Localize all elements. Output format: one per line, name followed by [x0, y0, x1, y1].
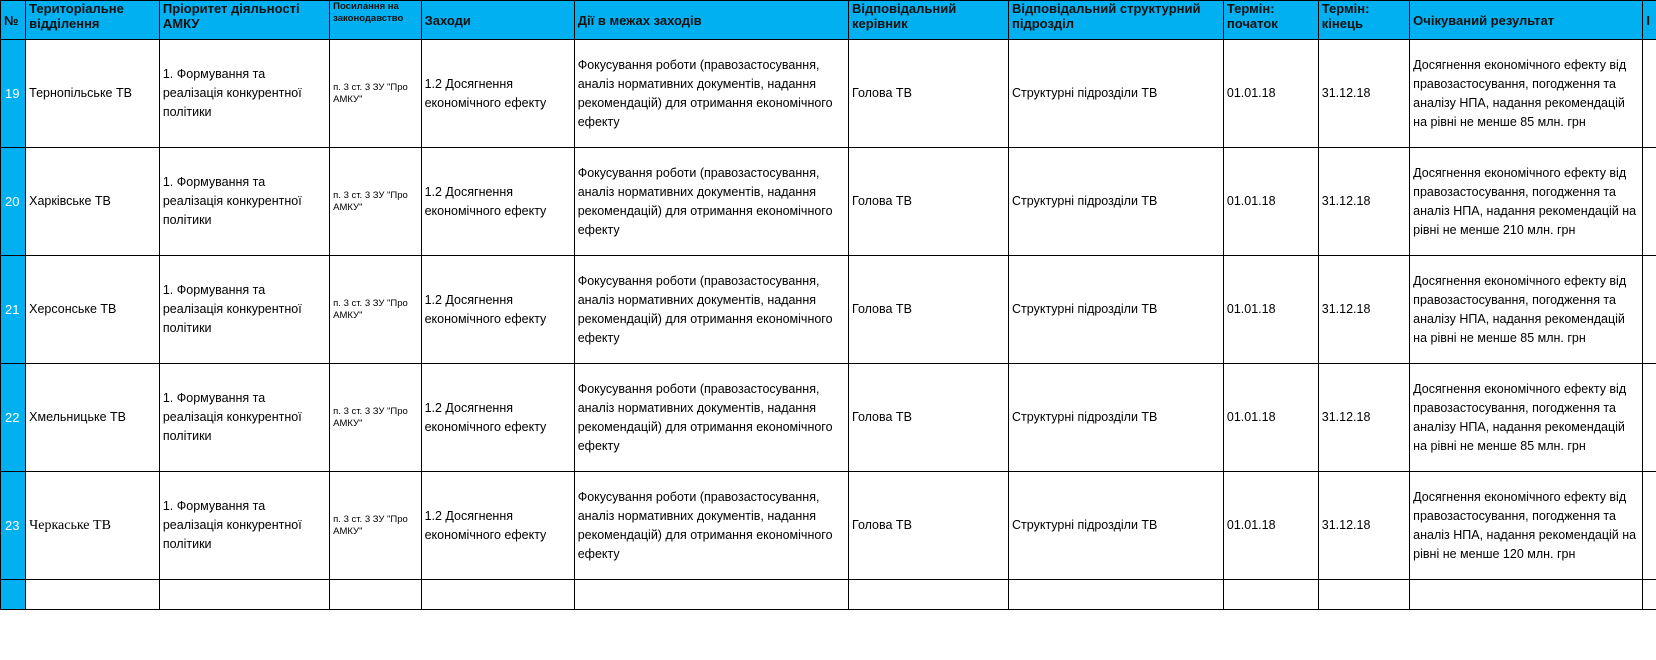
header-cut[interactable]: І: [1643, 1, 1656, 40]
cell-num[interactable]: 22: [1, 364, 26, 472]
cell-measures[interactable]: 1.2 Досягнення економічного ефекту: [421, 256, 574, 364]
cell-reference[interactable]: п. 3 ст. 3 ЗУ "Про АМКУ": [330, 148, 421, 256]
cell-measures[interactable]: 1.2 Досягнення економічного ефекту: [421, 148, 574, 256]
cell-num[interactable]: 23: [1, 472, 26, 580]
cell-actions[interactable]: Фокусування роботи (правозастосування, аналіз нормативних документів, надання рекомендацій) для отримання економічного ефекту: [574, 40, 848, 148]
cell-unit[interactable]: [1009, 580, 1224, 610]
cell-measures[interactable]: [421, 580, 574, 610]
header-end[interactable]: Термін: кінець: [1318, 1, 1409, 40]
table-row: [1, 364, 1656, 472]
cell-priority[interactable]: 1. Формування та реалізація конкурентної політики: [159, 40, 329, 148]
cell-actions[interactable]: Фокусування роботи (правозастосування, аналіз нормативних документів, надання рекомендацій) для отримання економічного ефекту: [574, 472, 848, 580]
cell-end[interactable]: [1318, 580, 1409, 610]
cell-territorial[interactable]: Тернопільське ТВ: [26, 40, 160, 148]
cell-start[interactable]: 01.01.18: [1223, 148, 1318, 256]
header-num[interactable]: №: [1, 1, 26, 40]
table-row: [1, 472, 1656, 580]
cell-measures[interactable]: 1.2 Досягнення економічного ефекту: [421, 472, 574, 580]
cell-reference[interactable]: п. 3 ст. 3 ЗУ "Про АМКУ": [330, 472, 421, 580]
cell-num[interactable]: 20: [1, 148, 26, 256]
cell-priority[interactable]: 1. Формування та реалізація конкурентної політики: [159, 148, 329, 256]
cell-actions[interactable]: Фокусування роботи (правозастосування, аналіз нормативних документів, надання рекомендацій) для отримання економічного ефекту: [574, 256, 848, 364]
header-actions[interactable]: Дії в межах заходів: [574, 1, 848, 40]
header-row: [1, 1, 1656, 40]
cell-extra[interactable]: [1643, 580, 1656, 610]
cell-start[interactable]: 01.01.18: [1223, 472, 1318, 580]
cell-unit[interactable]: Структурні підрозділи ТВ: [1009, 472, 1224, 580]
cell-responsible[interactable]: Голова ТВ: [849, 148, 1009, 256]
header-responsible[interactable]: Відповідальний керівник: [849, 1, 1009, 40]
cell-reference[interactable]: п. 3 ст. 3 ЗУ "Про АМКУ": [330, 40, 421, 148]
cell-reference[interactable]: п. 3 ст. 3 ЗУ "Про АМКУ": [330, 364, 421, 472]
header-unit[interactable]: Відповідальний структурний підрозділ: [1009, 1, 1224, 40]
cell-extra[interactable]: [1643, 364, 1656, 472]
cell-result[interactable]: Досягнення економічного ефекту від правозастосування, погодження та аналізу НПА, надання рекомендацій на рівні не менше 85 млн. грн: [1410, 256, 1643, 364]
cell-measures[interactable]: 1.2 Досягнення економічного ефекту: [421, 364, 574, 472]
cell-start[interactable]: 01.01.18: [1223, 364, 1318, 472]
header-reference[interactable]: Посилання на законодавство: [330, 1, 421, 40]
cell-territorial[interactable]: [26, 580, 160, 610]
cell-extra[interactable]: [1643, 40, 1656, 148]
table-row-partial: [1, 580, 1656, 610]
cell-territorial[interactable]: Черкаське ТВ: [26, 472, 160, 580]
table-row: [1, 256, 1656, 364]
cell-actions[interactable]: Фокусування роботи (правозастосування, аналіз нормативних документів, надання рекомендацій) для отримання економічного ефекту: [574, 364, 848, 472]
cell-start[interactable]: 01.01.18: [1223, 256, 1318, 364]
cell-end[interactable]: 31.12.18: [1318, 148, 1409, 256]
cell-unit[interactable]: Структурні підрозділи ТВ: [1009, 148, 1224, 256]
table-row: [1, 148, 1656, 256]
header-result[interactable]: Очікуваний результат: [1410, 1, 1643, 40]
cell-end[interactable]: 31.12.18: [1318, 256, 1409, 364]
cell-territorial[interactable]: Хмельницьке ТВ: [26, 364, 160, 472]
cell-extra[interactable]: [1643, 472, 1656, 580]
table-row: [1, 40, 1656, 148]
cell-result[interactable]: Досягнення економічного ефекту від правозастосування, погодження та аналізу НПА, надання рекомендацій на рівні не менше 85 млн. грн: [1410, 40, 1643, 148]
cell-num[interactable]: [1, 580, 26, 610]
cell-responsible[interactable]: [849, 580, 1009, 610]
cell-num[interactable]: 21: [1, 256, 26, 364]
cell-num[interactable]: 19: [1, 40, 26, 148]
cell-actions[interactable]: [574, 580, 848, 610]
cell-territorial[interactable]: Харківське ТВ: [26, 148, 160, 256]
header-priority[interactable]: Пріоритет діяльності АМКУ: [159, 1, 329, 40]
cell-end[interactable]: 31.12.18: [1318, 40, 1409, 148]
cell-priority[interactable]: [159, 580, 329, 610]
cell-result[interactable]: Досягнення економічного ефекту від правозастосування, погодження та аналіз НПА, надання рекомендацій на рівні не менше 210 млн. грн: [1410, 148, 1643, 256]
cell-unit[interactable]: Структурні підрозділи ТВ: [1009, 40, 1224, 148]
cell-responsible[interactable]: Голова ТВ: [849, 472, 1009, 580]
cell-priority[interactable]: 1. Формування та реалізація конкурентної політики: [159, 364, 329, 472]
cell-priority[interactable]: 1. Формування та реалізація конкурентної політики: [159, 256, 329, 364]
cell-responsible[interactable]: Голова ТВ: [849, 40, 1009, 148]
cell-unit[interactable]: Структурні підрозділи ТВ: [1009, 364, 1224, 472]
cell-measures[interactable]: 1.2 Досягнення економічного ефекту: [421, 40, 574, 148]
cell-extra[interactable]: [1643, 256, 1656, 364]
cell-reference[interactable]: [330, 580, 421, 610]
cell-extra[interactable]: [1643, 148, 1656, 256]
cell-end[interactable]: 31.12.18: [1318, 364, 1409, 472]
cell-start[interactable]: 01.01.18: [1223, 40, 1318, 148]
cell-result[interactable]: Досягнення економічного ефекту від правозастосування, погодження та аналіз НПА, надання рекомендацій на рівні не менше 120 млн. грн: [1410, 472, 1643, 580]
header-territorial[interactable]: Територіальне відділення: [26, 1, 160, 40]
cell-result[interactable]: Досягнення економічного ефекту від правозастосування, погодження та аналізу НПА, надання рекомендацій на рівні не менше 85 млн. грн: [1410, 364, 1643, 472]
cell-end[interactable]: 31.12.18: [1318, 472, 1409, 580]
cell-actions[interactable]: Фокусування роботи (правозастосування, аналіз нормативних документів, надання рекомендацій) для отримання економічного ефекту: [574, 148, 848, 256]
cell-result[interactable]: [1410, 580, 1643, 610]
header-start[interactable]: Термін: початок: [1223, 1, 1318, 40]
cell-reference[interactable]: п. 3 ст. 3 ЗУ "Про АМКУ": [330, 256, 421, 364]
cell-priority[interactable]: 1. Формування та реалізація конкурентної політики: [159, 472, 329, 580]
cell-unit[interactable]: Структурні підрозділи ТВ: [1009, 256, 1224, 364]
cell-territorial[interactable]: Херсонське ТВ: [26, 256, 160, 364]
cell-start[interactable]: [1223, 580, 1318, 610]
cell-responsible[interactable]: Голова ТВ: [849, 256, 1009, 364]
cell-responsible[interactable]: Голова ТВ: [849, 364, 1009, 472]
header-measures[interactable]: Заходи: [421, 1, 574, 40]
